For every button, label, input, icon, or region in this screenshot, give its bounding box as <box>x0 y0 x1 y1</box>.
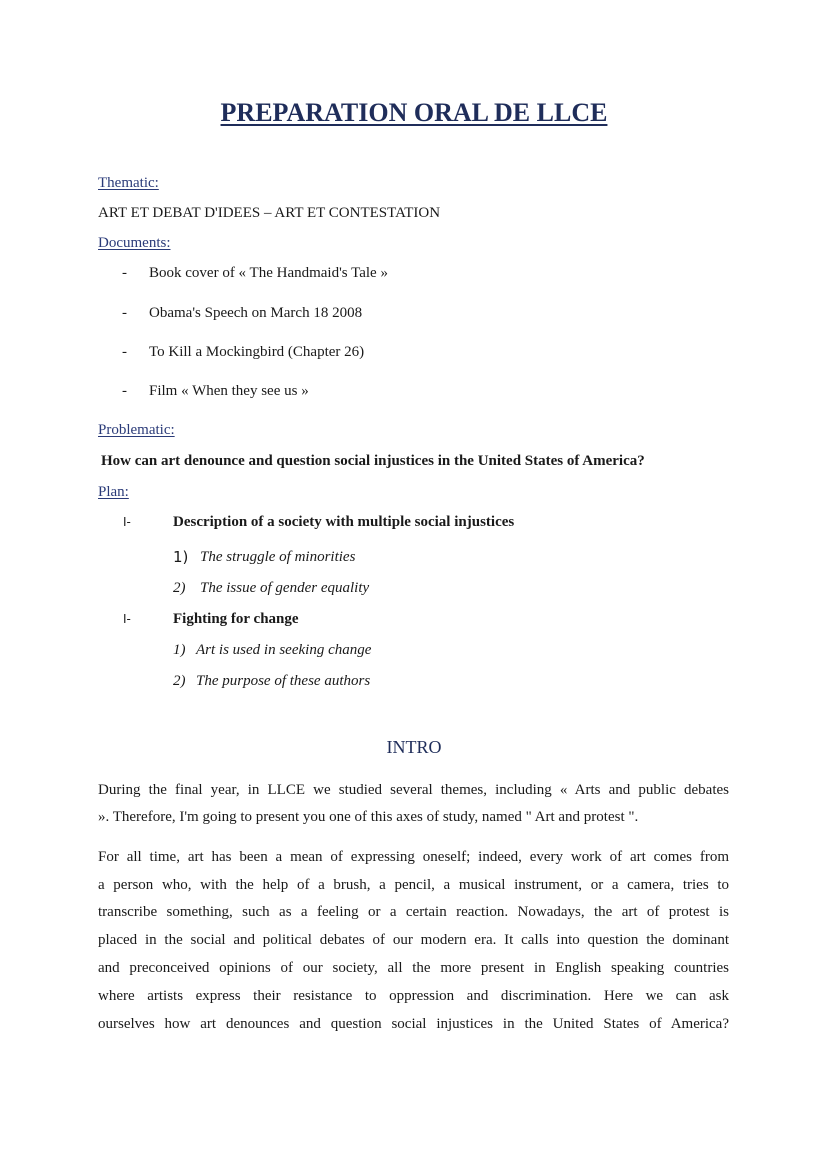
list-bullet: - <box>122 344 127 360</box>
plan-part-marker: I- <box>123 515 131 529</box>
paragraph-line: a person who, with the help of a brush, a pencil, a musical instrument, or a camera, tries to <box>98 877 729 893</box>
thematic-label: Thematic: <box>98 175 159 191</box>
paragraph-line: ourselves how art denounces and question social injustices in the United States of America? <box>98 1016 729 1032</box>
document-item: Film « When they see us » <box>149 383 309 399</box>
plan-sub-item: The struggle of minorities <box>200 549 356 565</box>
plan-part-heading: Description of a society with multiple social injustices <box>173 514 515 530</box>
list-bullet: - <box>122 305 127 321</box>
document-item: Obama's Speech on March 18 2008 <box>149 305 363 321</box>
problematic-question: How can art denounce and question social injustices in the United States of America? <box>101 453 645 469</box>
plan-sub-item: The purpose of these authors <box>196 673 371 689</box>
document-item: Book cover of « The Handmaid's Tale » <box>149 265 388 281</box>
paragraph-line: During the final year, in LLCE we studied several themes, including « Arts and public debates <box>98 782 729 798</box>
plan-sub-number: 2) <box>173 673 186 689</box>
plan-sub-number: 1) <box>173 548 189 566</box>
plan-sub-item: Art is used in seeking change <box>196 642 372 658</box>
documents-label: Documents: <box>98 235 171 251</box>
plan-sub-number: 1) <box>173 642 186 658</box>
paragraph-line: For all time, art has been a mean of expressing oneself; indeed, every work of art comes from <box>98 849 729 865</box>
plan-sub-number: 2) <box>173 580 186 596</box>
problematic-label: Problematic: <box>98 422 175 438</box>
plan-sub-item: The issue of gender equality <box>200 580 370 596</box>
plan-label: Plan: <box>98 484 129 500</box>
list-bullet: - <box>122 383 127 399</box>
paragraph-line: ». Therefore, I'm going to present you one of this axes of study, named " Art and protest ". <box>98 809 639 825</box>
plan-part-marker: I- <box>123 612 131 626</box>
paragraph-line: transcribe something, such as a feeling or a certain reaction. Nowadays, the art of protest is <box>98 904 729 920</box>
intro-heading: INTRO <box>386 737 442 757</box>
document-item: To Kill a Mockingbird (Chapter 26) <box>149 344 365 360</box>
page-title <box>0 97 828 129</box>
page-title-text: PREPARATION ORAL DE LLCE <box>220 98 608 127</box>
list-bullet: - <box>122 265 127 281</box>
thematic-value: ART ET DEBAT D'IDEES – ART ET CONTESTATION <box>98 205 441 221</box>
paragraph-line: placed in the social and political debates of our modern era. It calls into question the dominant <box>98 932 729 948</box>
paragraph-line: where artists express their resistance to oppression and discrimination. Here we can ask <box>98 988 729 1004</box>
paragraph-line: and preconceived opinions of our society, all the more present in English speaking countries <box>98 960 729 976</box>
plan-part-heading: Fighting for change <box>173 611 299 627</box>
